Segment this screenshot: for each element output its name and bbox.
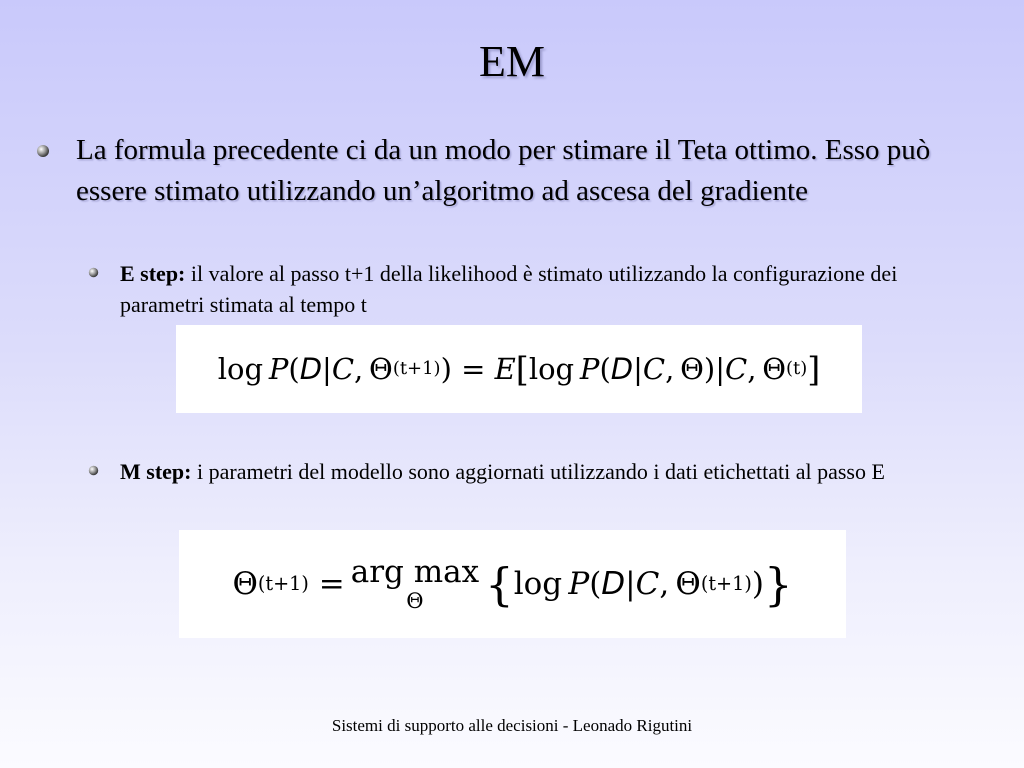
slide-footer: Sistemi di supporto alle decisioni - Leonado Rigutini: [331, 716, 693, 735]
e-step-description: il valore al passo t+1 della likelihood è stimato utilizzando la configurazione dei parametri stimata al tempo t: [120, 261, 898, 317]
bullet-icon: [36, 144, 50, 158]
e-step-text: [120, 258, 968, 320]
e-step-bullet: [88, 258, 968, 320]
m-step-equation: Θ (t+1) = arg max Θ { log P ( D | C , Θ (t+1) ) }: [179, 530, 846, 638]
m-step-description: i parametri del modello sono aggiornati utilizzando i dati etichettati al passo E: [191, 459, 885, 484]
m-step-bullet: [88, 456, 968, 487]
e-step-equation: log P ( D | C , Θ (t+1) ) = E [ log P ( D | C , Θ )| C , Θ (t) ]: [176, 325, 862, 413]
m-step-text: [120, 456, 968, 487]
bullet-icon: [88, 267, 99, 278]
bullet-icon: [88, 465, 99, 476]
slide-title: EM: [479, 37, 545, 86]
main-bullet: [36, 130, 996, 212]
m-step-label: M step:: [120, 459, 192, 484]
e-step-label: E step:: [120, 261, 186, 286]
main-bullet-text: La formula precedente ci da un modo per stimare il Teta ottimo. Esso può essere stimato utilizzando un’algoritmo ad ascesa del gradiente: [76, 134, 931, 207]
